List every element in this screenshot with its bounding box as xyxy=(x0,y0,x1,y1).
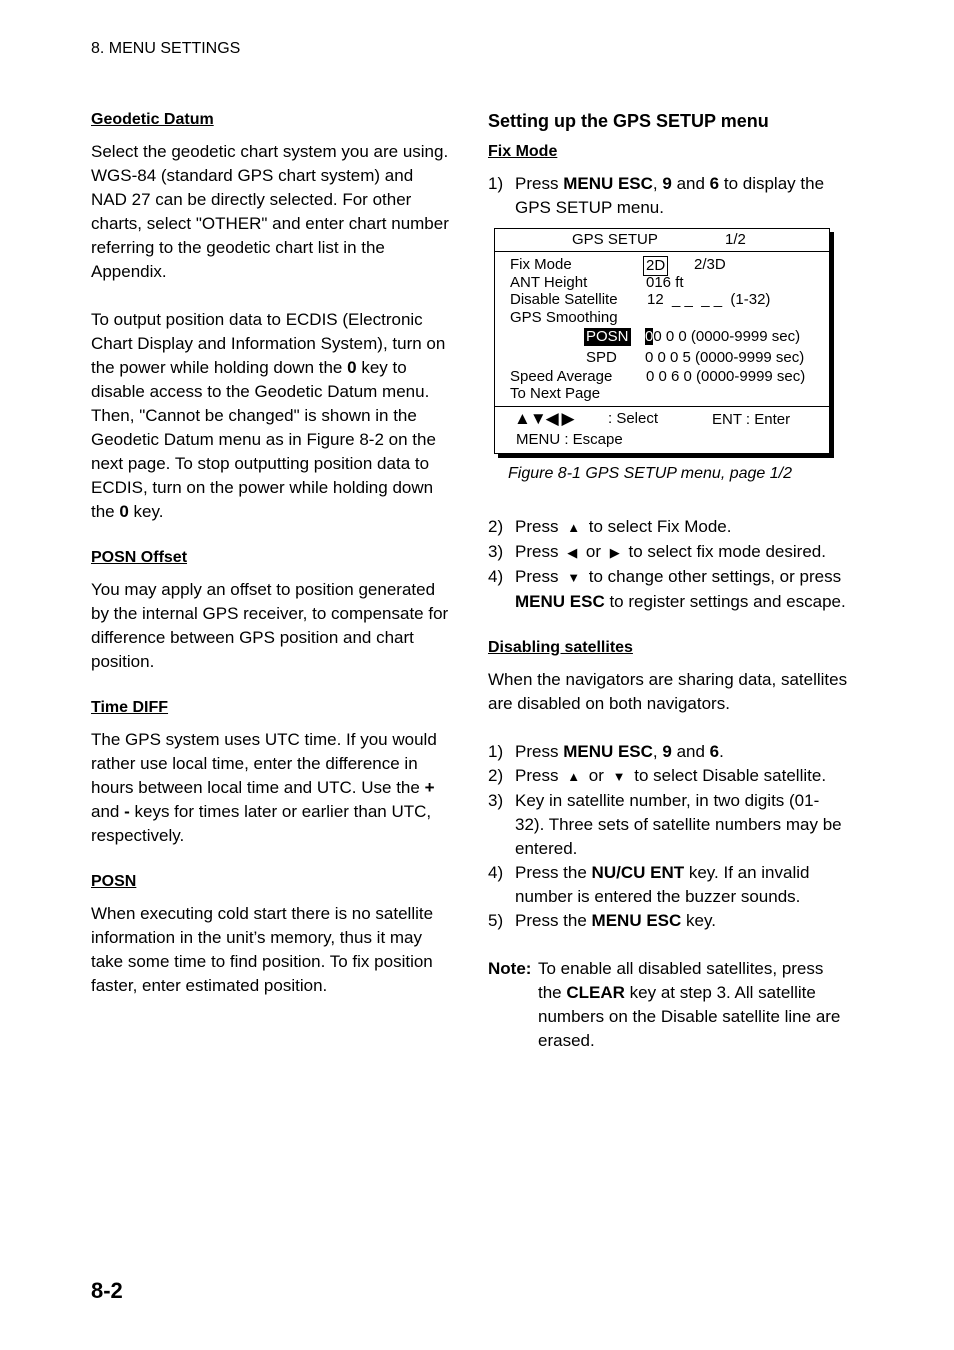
gps-setup-menu-figure xyxy=(494,228,830,454)
panel-page: 1/2 xyxy=(725,231,746,248)
left-triangle-icon: ◀ xyxy=(567,545,578,560)
escape-hint: MENU : Escape xyxy=(516,431,623,448)
disabling-satellites-heading: Disabling satellites xyxy=(488,639,633,656)
gps-setup-title: Setting up the GPS SETUP menu xyxy=(488,111,769,131)
disable-satellite-label: Disable Satellite xyxy=(510,291,618,308)
posn-label: POSN xyxy=(586,328,629,345)
fix-mode-step-1: 1) Press MENU ESC, 9 and 6 to display the GPS SETUP menu. xyxy=(488,174,825,217)
page-number: 8-2 xyxy=(91,1278,123,1303)
figure-caption: Figure 8-1 GPS SETUP menu, page 1/2 xyxy=(508,465,792,482)
geodetic-datum-heading: Geodetic Datum xyxy=(91,111,214,128)
fix-mode-step-3: 3) Press ◀ or ▶ to select fix mode desired. xyxy=(488,540,848,565)
disable-step-4: 4) Press the NU/CU ENT key. If an invalid number is entered the buzzer sounds. xyxy=(488,863,810,906)
fix-mode-alternative: 2/3D xyxy=(694,256,726,273)
geodetic-paragraph-1: Select the geodetic chart system you are using. WGS-84 (standard GPS chart system) and NAD 27 can be directly selected. For other charts, select "OTHER" and enter chart number referring to the geodetic chart list in the Appendix. xyxy=(91,142,449,281)
note-block: Note: To enable all disabled satellites, press the CLEAR key at step 3. All satellite numbers on the Disable satellite line are erased. xyxy=(488,959,841,1050)
time-diff-heading: Time DIFF xyxy=(91,699,169,716)
posn-value: 0 0 0 (0000-9999 sec) xyxy=(653,328,801,345)
panel-title: GPS SETUP xyxy=(572,231,658,248)
select-hint: : Select xyxy=(608,410,659,427)
fix-mode-heading: Fix Mode xyxy=(488,143,558,160)
disable-satellite-value: 12 _ _ _ _ (1-32) xyxy=(647,291,771,308)
next-page-label: To Next Page xyxy=(510,385,601,402)
ant-height-value: 016 ft xyxy=(646,274,684,291)
right-column-bottom xyxy=(488,515,848,1053)
spd-label: SPD xyxy=(586,349,617,366)
speed-average-label: Speed Average xyxy=(510,368,613,385)
fix-mode-step-4: 4) Press ▼ to change other settings, or press MENU ESC to register settings and escape. xyxy=(488,567,846,611)
gps-smoothing-label: GPS Smoothing xyxy=(510,309,618,326)
fix-mode-step-2: 2) Press ▲ to select Fix Mode. xyxy=(488,515,848,540)
posn-offset-paragraph: You may apply an offset to position generated by the internal GPS receiver, to compensate for difference between GPS position and chart position. xyxy=(91,580,449,671)
posn-value-row xyxy=(645,328,800,346)
disable-step-5: 5) Press the MENU ESC key. xyxy=(488,911,716,930)
geodetic-paragraph-2: To output position data to ECDIS (Electronic Chart Display and Information System), turn on the power while holding down the 0 key to disable access to the Geodetic Datum menu. Then, "Cannot be changed" is shown in the Geodetic Datum menu as in Figure 8-2 on the next page. To stop outputting position data to ECDIS, turn on the power while holding down the 0 key. xyxy=(91,310,446,521)
running-header: 8. MENU SETTINGS xyxy=(91,40,241,57)
disable-step-2: 2) Press ▲ or ▼ to select Disable satellite. xyxy=(488,764,848,789)
posn-cursor: 0 xyxy=(645,328,654,345)
panel-footer-rule xyxy=(495,406,829,407)
enter-hint: ENT : Enter xyxy=(712,411,791,428)
disable-step-3: 3) Key in satellite number, in two digits (01-32). Three sets of satellite numbers may be entered. xyxy=(488,791,842,858)
posn-heading: POSN xyxy=(91,873,137,890)
fix-mode-selected: 2D xyxy=(643,256,668,276)
fix-mode-label: Fix Mode xyxy=(510,256,572,273)
up-triangle-icon: ▲ xyxy=(567,520,581,535)
left-column xyxy=(91,110,451,1022)
posn-paragraph: When executing cold start there is no satellite information in the unit’s memory, thus it may take some time to find position. To fix position faster, enter estimated position. xyxy=(91,904,434,995)
right-triangle-icon: ▶ xyxy=(609,545,620,560)
right-column-top xyxy=(488,110,848,220)
up-triangle-icon: ▲ xyxy=(567,769,581,784)
time-diff-paragraph: The GPS system uses UTC time. If you would rather use local time, enter the difference in hours between local time and UTC. Use the + and - keys for times later or earlier than UTC, respectively. xyxy=(91,730,437,845)
disable-step-1: 1) Press MENU ESC, 9 and 6. xyxy=(488,742,724,761)
ant-height-label: ANT Height xyxy=(510,274,588,291)
speed-average-value: 0 0 6 0 (0000-9999 sec) xyxy=(646,368,806,385)
disabling-satellites-paragraph: When the navigators are sharing data, satellites are disabled on both navigators. xyxy=(488,670,848,713)
down-triangle-icon: ▼ xyxy=(612,769,626,784)
posn-offset-heading: POSN Offset xyxy=(91,549,188,566)
panel-header-rule xyxy=(495,229,829,252)
spd-value: 0 0 0 5 (0000-9999 sec) xyxy=(645,349,805,366)
down-triangle-icon: ▼ xyxy=(567,570,581,585)
arrow-keys-icon: ▲▼◀ ▶ xyxy=(514,409,574,428)
note-label: Note: xyxy=(488,959,532,978)
